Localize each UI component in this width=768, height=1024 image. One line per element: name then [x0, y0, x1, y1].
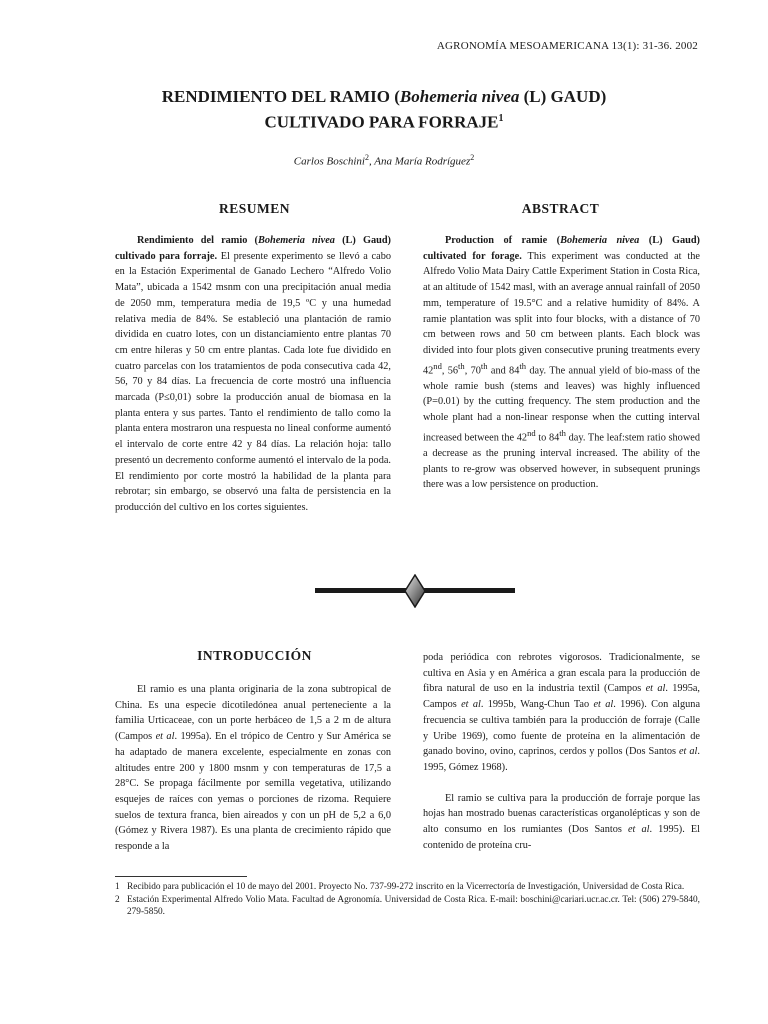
author-name: Ana María Rodríguez [374, 155, 471, 168]
section-divider-ornament [315, 574, 515, 608]
footnote-rule [115, 876, 247, 877]
title-line-2: CULTIVADO PARA FORRAJE$^1$ [264, 112, 504, 132]
article-title [110, 86, 658, 134]
title-line-1: RENDIMIENTO DEL RAMIO (Bohemeria nivea (L) GAUD) [161, 87, 607, 106]
resumen-text: Rendimiento del ramio (Bohemeria nivea (L) Gaud) cultivado para forraje. El presente experimento se llevó a cabo en la Estación Experimental de Ganado Lechero “Alfredo Volio Mata”, ubicada a 1542 msnm con una precipitación anual media de 2050 mm, temperatura media de 19,5 ºC y una humedad relativa media de 84%. Se estableció una plantación de ramio dividida en cuatro lotes, con un distanciamiento entre plantas 70 cm entre hileras y 50 cm entre plantas. Cada lote fue dividido en cuatro parcelas con los tratamientos de poda consecutiva cada 42, 56, 70 y 84 días. La frecuencia de corte mostró una influencia marcada (P≤0,01) sobre la producción anual de biomasa en la planta entera y sus partes. Tanto el rendimiento de tallo como la planta entera mostraron una respuesta no lineal conforme aumentó el intervalo de corte entre 42 y 84 días. La relación hoja: tallo presentó un decremento conforme aumentó el intervalo de la poda. El rendimiento por corte mostró la habilidad de la planta para rebrotar; sin embargo, se observó una falta de persistencia en la producción del cultivo en los cortes siguientes. [115, 235, 391, 513]
abstract-text: Production of ramie (Bohemeria nivea (L) Gaud) cultivated for forage. This experiment was conducted at the Alfredo Volio Mata Dairy Cattle Experiment Station in Costa Rica, at an altitude of 1542 masl, with an average annual rainfall of 2050 mm, temperature of 19.5°C and a relative humidity of 84%. A ramie plantation was split into four blocks, with a distance of 70 cm between rows and 50 cm between plants. Each block was divided into four plots given consecutive pruning treatments every 42nd, 56th, 70th and 84th day. The annual yield of bio-mass of the whole ramie bush (stems and leaves) was highly influenced (P=0.01) by the cutting frequency. The stem production and the whole plant had a non-linear response when the cutting interval increased between the 42nd to 84th day. The leaf:stem ratio showed a decrease as the pruning interval increased. The ability of the plants to re-grow was observed however, in subsequent prunings there was a low persistence on production. [423, 235, 700, 491]
author-list: Carlos Boschini$^2$, Ana María Rodríguez$^2$ [293, 153, 475, 168]
author-name: Carlos Boschini [293, 155, 365, 168]
footnote: 2 Estación Experimental Alfredo Volio Mata. Facultad de Agronomía. Universidad de Costa Rica. E-mail: boschini@cariari.ucr.ac.cr. Tel: (506) 279-5840, 279-5850. [115, 894, 700, 917]
introduccion-heading: INTRODUCCIÓN [197, 648, 312, 663]
abstract-heading: ABSTRACT [521, 201, 600, 216]
introduccion-column-2: poda periódica con rebrotes vigorosos. Tradicionalmente, se cultiva en Asia y en América a gran escala para la producción de fibra natural de uso en la industria textil (Campos et al. 1995a, Campos et al. 1995b, Wang-Chun Tao et al. 1996). Con alguna frecuencia se cultiva también para la producción de forraje (Calle y Uribe 1969), como fuente de proteína en la alimentación de ganado bovino, ovino, caprinos, cerdos y pollos (Dos Santos et al. 1995, Gómez 1968). El ramio se cultiva para la producción de forraje porque las hojas han mostrado buenas características organolépticas y son de alto consumo en los rumiantes (Dos Santos et al. 1995). El contenido de proteína cru- [423, 652, 701, 851]
title-footnote-ref: 1 [498, 113, 504, 124]
footnote: 1 Recibido para publicación el 10 de mayo del 2001. Proyecto No. 737-99-272 inscrito en la Vicerrectoría de Investigación, Universidad de Costa Rica. [115, 882, 685, 892]
introduccion-column-1: El ramio es una planta originaria de la zona subtropical de China. Es una especie dicotiledónea anual perteneciente a la familia Urticaceae, con un porte herbáceo de 1,5 a 2 m de altura (Campos et al. 1995a). En el trópico de Centro y Sur América se ha adaptado de manera excelente, especialmente en zonas con altitudes entre 200 y 1800 msnm y con temperaturas de 17,5 a 28°C. Se propaga fácilmente por semilla vegetativa, utilizando esquejes de raíces con yemas o porciones de rizoma. Requiere suelos de textura franca, bien aireados y con un pH de 5,2 a 6,0 (Gómez y Rivera 1987). Es una planta de crecimiento rápido que responde a la [115, 684, 391, 853]
diamond-icon [405, 575, 425, 607]
footnotes [115, 881, 700, 919]
resumen-heading: RESUMEN [218, 201, 290, 216]
journal-header: AGRONOMÍA MESOAMERICANA 13(1): 31-36. 2002 [436, 40, 698, 52]
